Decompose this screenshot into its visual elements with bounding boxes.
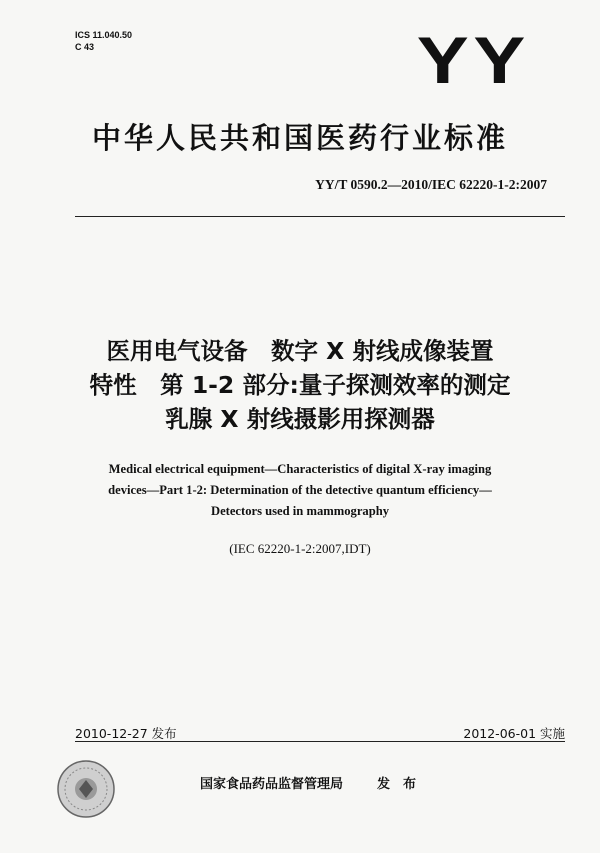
issuer-name: 国家食品药品监督管理局 [200,777,344,792]
official-seal-icon [55,758,117,820]
standard-code-mark: YY [416,23,530,97]
implementation-date: 2012-06-01 实施 [463,726,565,741]
english-title-line: Medical electrical equipment—Characteristics of digital X-ray imaging [108,462,492,476]
english-title-line: Detectors used in mammography [210,504,390,518]
chinese-title-line: 乳腺 X 射线摄影用探测器 [165,405,435,433]
ics-code: ICS 11.040.50 [75,30,133,40]
chinese-title-line: 医用电气设备 数字 X 射线成像装置 [106,337,494,365]
header-divider [75,216,565,217]
english-title [60,459,540,522]
org-title: 中华人民共和国医药行业标准 [91,121,508,155]
chinese-title-line: 特性 第 1-2 部分:量子探测效率的测定 [89,371,511,399]
english-title-line: devices—Part 1-2: Determination of the detective quantum efficiency— [108,483,492,497]
footer-divider [75,741,565,742]
issuer-action: 发 布 [377,777,417,792]
classification-codes [75,29,132,53]
issue-date: 2010-12-27 发布 [75,726,177,741]
issuing-authority [200,773,416,792]
standard-number: YY/T 0590.2—2010/IEC 62220-1-2:2007 [315,177,547,192]
chinese-title [0,334,600,436]
equivalence-note: (IEC 62220-1-2:2007,IDT) [229,541,371,556]
ccs-code: C 43 [75,42,95,52]
